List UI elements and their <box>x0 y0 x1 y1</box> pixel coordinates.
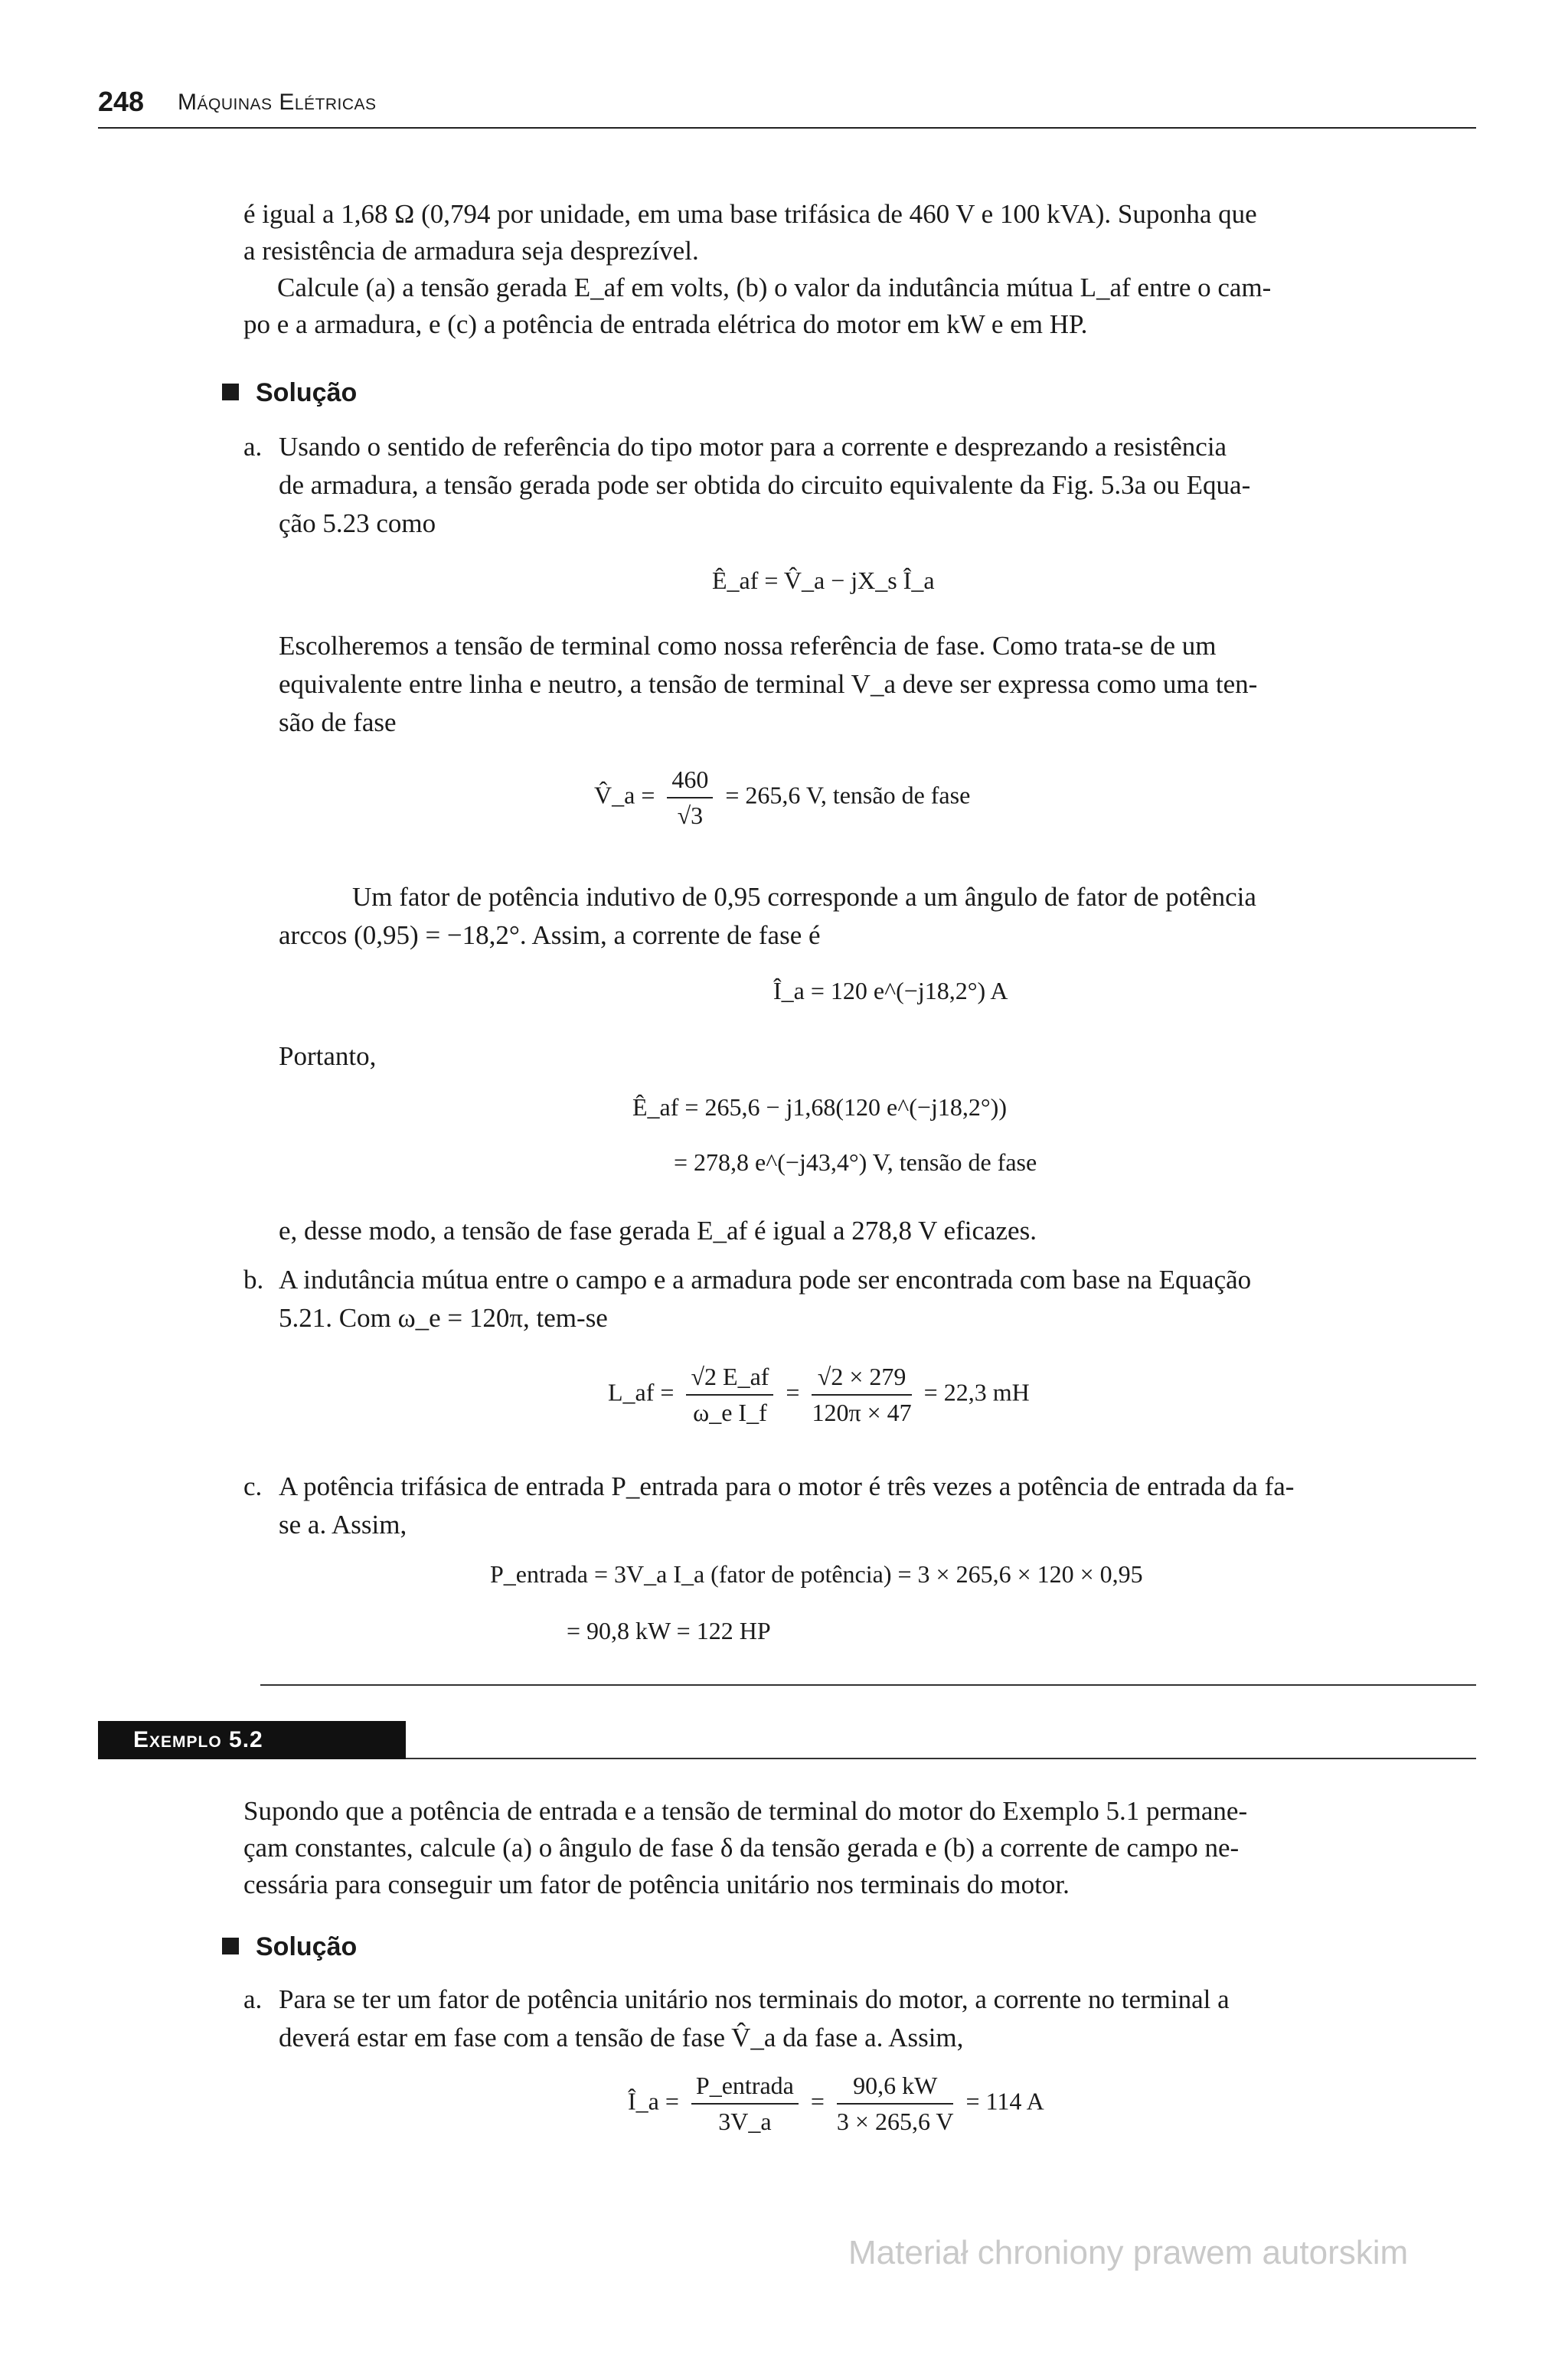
equation-armature-current: Î_a = $\frac{\text{P\_entrada}}{3V\_a}$ = $\frac{90,6 kW}{3 \times 265,6 V}$ = 114 A <box>628 2072 1044 2135</box>
paragraph-line: A potência trifásica de entrada P_entrada para o motor é três vezes a potência de entrada da fa- <box>279 1471 1295 1501</box>
equation: Ê_af = 265,6 − j1,68(120 e^(−j18,2°)) <box>632 1093 1007 1121</box>
paragraph-line: se a. Assim, <box>279 1510 407 1540</box>
copyright-watermark: Materiał chroniony prawem autorskim <box>848 2234 1409 2271</box>
intro-line: é igual a 1,68 Ω (0,794 por unidade, em uma base trifásica de 460 V e 100 kVA). Suponha que <box>243 199 1257 229</box>
bullet-square-icon <box>222 1938 239 1954</box>
example-text-line: Supondo que a potência de entrada e a tensão de terminal do motor do Exemplo 5.1 permane- <box>243 1796 1248 1826</box>
example-rule <box>406 1758 1476 1759</box>
paragraph-line: Um fator de potência indutivo de 0,95 corresponde a um ângulo de fator de potência <box>352 882 1256 912</box>
equation: = 90,8 kW = 122 HP <box>567 1617 771 1644</box>
fraction: $\frac{√2 E\_af}{\text{ω\_e I\_f}}$ <box>686 1363 773 1427</box>
item-label-b: b. <box>243 1265 264 1295</box>
paragraph-line: são de fase <box>279 707 397 737</box>
paragraph-line: ção 5.23 como <box>279 508 436 538</box>
paragraph-line: e, desse modo, a tensão de fase gerada E_af é igual a 278,8 V eficazes. <box>279 1216 1037 1246</box>
equation: Î_a = 120 e^(−j18,2°) A <box>773 977 1008 1004</box>
fraction: $\frac{\text{P\_entrada}}{3V\_a}$ <box>691 2072 799 2136</box>
paragraph-line: Para se ter um fator de potência unitário nos terminais do motor, a corrente no terminal a <box>279 1984 1230 2014</box>
page-number: 248 <box>98 86 145 117</box>
bullet-square-icon <box>222 384 239 400</box>
equation: = 278,8 e^(−j43,4°) V, tensão de fase <box>674 1148 1037 1176</box>
paragraph-line: arccos (0,95) = −18,2°. Assim, a corrente de fase é <box>279 920 821 950</box>
paragraph-line: Escolheremos a tensão de terminal como nossa referência de fase. Como trata-se de um <box>279 631 1217 661</box>
equation-mutual-inductance: L_af = $\frac{√2 E\_af}{\text{ω\_e I\_f}}$ = $\frac{√2 \times 279}{120\pi \times 47}$ = 22,3 mH <box>608 1363 1030 1426</box>
fraction: $\frac{√2 \times 279}{120\pi \times 47}$ <box>812 1363 912 1426</box>
example-label: Exemplo 5.2 <box>98 1721 406 1759</box>
example-text-line: çam constantes, calcule (a) o ângulo de fase δ da tensão gerada e (b) a corrente de campo ne- <box>243 1833 1240 1863</box>
header-rule <box>98 127 1476 129</box>
paragraph-line: equivalente entre linha e neutro, a tensão de terminal V_a deve ser expressa como uma ten- <box>279 669 1258 699</box>
item-label-c: c. <box>243 1471 263 1501</box>
paragraph-line: de armadura, a tensão gerada pode ser obtida do circuito equivalente da Fig. 5.3a ou Equa- <box>279 470 1251 500</box>
intro-line: Calcule (a) a tensão gerada E_af em volts, (b) o valor da indutância mútua L_af entre o cam- <box>277 273 1272 302</box>
section-divider <box>260 1684 1476 1686</box>
equation: Ê_af = V̂_a − jX_s Î_a <box>712 567 935 594</box>
equation: P_entrada = 3V_a I_a (fator de potência) = 3 × 265,6 × 120 × 0,95 <box>490 1560 1143 1588</box>
paragraph-line: deverá estar em fase com a tensão de fase V̂_a da fase a. Assim, <box>279 2023 964 2052</box>
intro-line: a resistência de armadura seja desprezível. <box>243 236 699 266</box>
intro-line: po e a armadura, e (c) a potência de entrada elétrica do motor em kW e em HP. <box>243 309 1088 339</box>
paragraph-line: Usando o sentido de referência do tipo motor para a corrente e desprezando a resistência <box>279 432 1227 462</box>
solution-heading: Solução <box>222 378 357 408</box>
fraction: $\frac{460}{√3}$ <box>667 766 713 830</box>
running-head-title: Máquinas Elétricas <box>178 90 377 115</box>
item-label-a: a. <box>243 432 263 462</box>
item-label-a: a. <box>243 1984 263 2014</box>
paragraph-line: Portanto, <box>279 1041 377 1071</box>
fraction: $\frac{90,6 kW}{3 \times 265,6 V}$ <box>836 2072 954 2135</box>
paragraph-line: A indutância mútua entre o campo e a armadura pode ser encontrada com base na Equação <box>279 1265 1252 1295</box>
example-text-line: cessária para conseguir um fator de potência unitário nos terminais do motor. <box>243 1870 1070 1899</box>
solution-heading: Solução <box>222 1932 357 1962</box>
paragraph-line: 5.21. Com ω_e = 120π, tem-se <box>279 1303 608 1333</box>
equation-terminal-voltage: V̂_a = $\frac{460}{√3}$ = 265,6 V, tensão de fase <box>594 766 971 829</box>
